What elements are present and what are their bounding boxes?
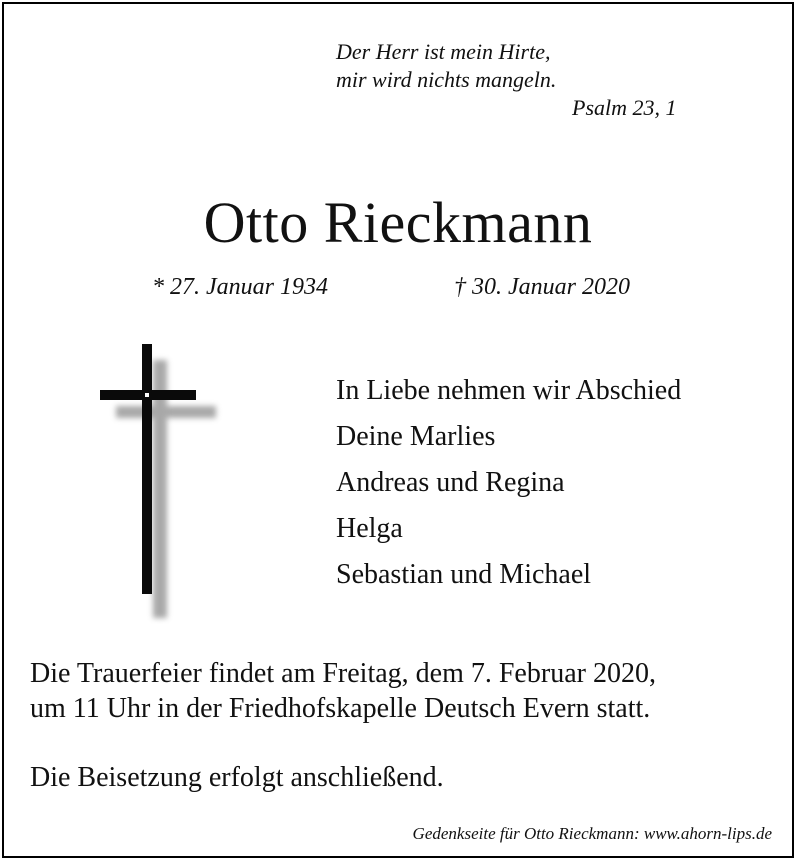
mourner-name: Deine Marlies (336, 421, 496, 452)
bible-verse (336, 38, 716, 122)
verse-reference: Psalm 23, 1 (572, 95, 677, 120)
mourners-list (336, 368, 681, 598)
deceased-name: Otto Rieckmann (203, 190, 593, 255)
obituary-notice (2, 2, 794, 858)
mourner-name: Andreas und Regina (336, 467, 565, 498)
service-line-2: um 11 Uhr in der Friedhofskapelle Deutsch Evern statt. (30, 693, 651, 724)
mourner-name: Sebastian und Michael (336, 559, 592, 590)
death-date: † 30. Januar 2020 (454, 274, 630, 300)
verse-line-1: Der Herr ist mein Hirte, (336, 39, 551, 64)
cross-shape (100, 344, 196, 594)
farewell-line: In Liebe nehmen wir Abschied (336, 375, 682, 406)
memorial-page-note: Gedenkseite für Otto Rieckmann: www.ahorn-lips.de (412, 824, 772, 843)
cross-icon (96, 342, 226, 624)
birth-date: * 27. Januar 1934 (152, 274, 328, 300)
cross-highlight (145, 393, 149, 397)
mourner-name: Helga (336, 513, 403, 544)
verse-line-2: mir wird nichts mangeln. (336, 67, 557, 92)
burial-info: Die Beisetzung erfolgt anschließend. (30, 762, 444, 793)
service-line-1: Die Trauerfeier findet am Freitag, dem 7. Februar 2020, (30, 658, 656, 689)
funeral-service-info (30, 656, 780, 726)
